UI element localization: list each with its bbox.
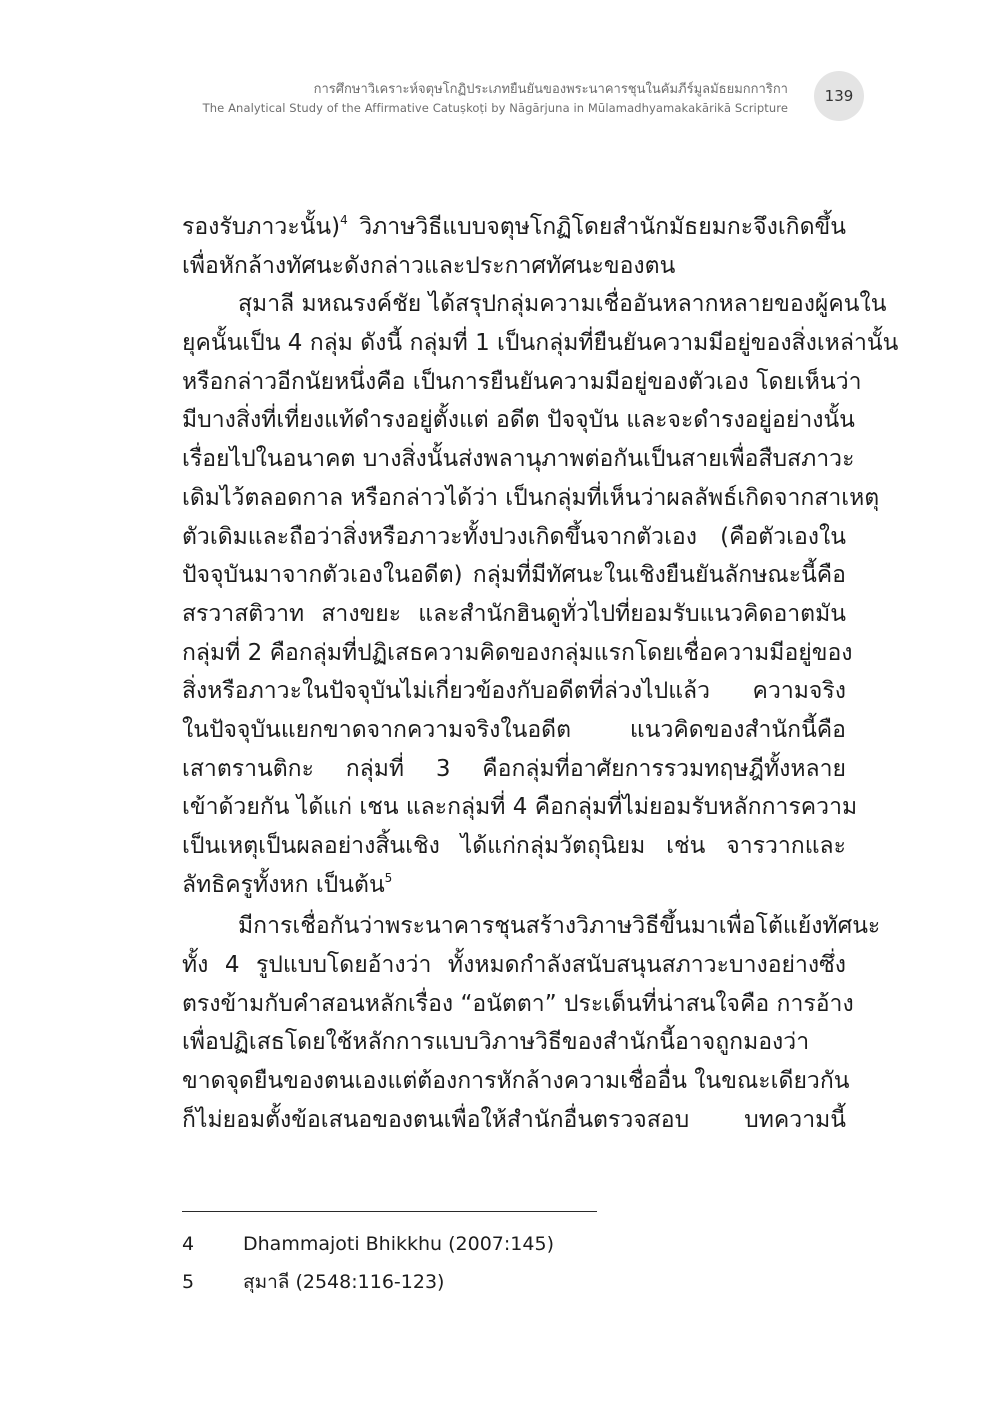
body-text: [182, 208, 899, 1140]
footnote-text: สุมาลี (2548:116-123): [243, 1271, 445, 1293]
body-line: เข้าด้วยกัน ได้แก่ เชน และกลุ่มที่ 4 คือกลุ่มที่ไม่ยอมรับหลักการความ: [182, 794, 858, 821]
body-line: ทั้ง 4 รูปแบบโดยอ้างว่า ทั้งหมดกำลังสนับสนุนสภาวะบางอย่างซึ่ง: [182, 952, 846, 979]
body-line: ตัวเดิมและถือว่าสิ่งหรือภาวะทั้งปวงเกิดขึ้นจากตัวเอง (คือตัวเองใน: [182, 523, 846, 550]
footnote-text: Dhammajoti Bhikkhu (2007:145): [243, 1233, 554, 1255]
body-line: ในปัจจุบันแยกขาดจากความจริงในอดีต แนวคิดของสำนักนี้คือ: [182, 716, 846, 743]
body-line: หรือกล่าวอีกนัยหนึ่งคือ เป็นการยืนยันความมีอยู่ของตัวเอง โดยเห็นว่า: [182, 368, 862, 395]
body-line: เรื่อยไปในอนาคต บางสิ่งนั้นส่งพลานุภาพต่อกันเป็นสายเพื่อสืบสภาวะ: [182, 446, 855, 473]
running-header: [203, 80, 788, 118]
body-line: เสาตรานติกะ กลุ่มที่ 3 คือกลุ่มที่อาศัยการรวมทฤษฎีทั้งหลาย: [182, 755, 846, 782]
body-line: ขาดจุดยืนของตนเองแต่ต้องการหักล้างความเชื่ออื่น ในขณะเดียวกัน: [182, 1068, 850, 1095]
body-line: ปัจจุบันมาจากตัวเองในอดีต) กลุ่มที่มีทัศนะในเชิงยืนยันลักษณะนี้คือ: [182, 562, 846, 589]
body-line: สิ่งหรือภาวะในปัจจุบันไม่เกี่ยวข้องกับอดีตที่ล่วงไปแล้ว ความจริง: [182, 678, 846, 705]
body-line: มีการเชื่อกันว่าพระนาคารชุนสร้างวิภาษวิธีขึ้นมาเพื่อโต้แย้งทัศนะ: [238, 913, 881, 940]
footnote-number: 5: [182, 1271, 195, 1293]
running-header-english: The Analytical Study of the Affirmative Catuṣkoṭi by Nāgārjuna in Mūlamadhyamakakārikā Scripture: [202, 101, 788, 115]
body-line: มีบางสิ่งที่เที่ยงแท้ดำรงอยู่ตั้งแต่ อดีต ปัจจุบัน และจะดำรงอยู่อย่างนั้น: [182, 407, 855, 434]
body-line: กลุ่มที่ 2 คือกลุ่มที่ปฏิเสธความคิดของกลุ่มแรกโดยเชื่อความมีอยู่ของ: [182, 639, 853, 666]
body-line: สรวาสติวาท สางขยะ และสำนักฮินดูทั่วไปที่ยอมรับแนวคิดอาตมัน: [182, 600, 846, 627]
footnote-number: 4: [182, 1233, 195, 1255]
body-line: ยุคนั้นเป็น 4 กลุ่ม ดังนี้ กลุ่มที่ 1 เป็นกลุ่มที่ยืนยันความมีอยู่ของสิ่งเหล่านั้น: [182, 330, 899, 357]
body-line: รองรับภาวะนั้น)$^4$ วิภาษวิธีแบบจตุษโกฏิโดยสำนักมัธยมกะจึงเกิดขึ้น: [182, 213, 846, 240]
running-header-thai: การศึกษาวิเคราะห์จตุษโกฏิประเภทยืนยันของพระนาคารชุนในคัมภีร์มูลมัธยมกการิกา: [313, 82, 788, 97]
body-line: เดิมไว้ตลอดกาล หรือกล่าวได้ว่า เป็นกลุ่มที่เห็นว่าผลลัพธ์เกิดจากสาเหตุ: [182, 484, 880, 511]
body-line: ก็ไม่ยอมตั้งข้อเสนอของตนเพื่อให้สำนักอื่นตรวจสอบ บทความนี้: [182, 1106, 846, 1133]
footnote-item: [182, 1229, 782, 1267]
body-line: เพื่อหักล้างทัศนะดังกล่าวและประกาศทัศนะของตน: [182, 252, 676, 279]
body-line: สุมาลี มหณรงค์ชัย ได้สรุปกลุ่มความเชื่ออันหลากหลายของผู้คนใน: [238, 291, 887, 318]
footnote-ref-5: 5: [384, 870, 393, 885]
page-number: 139: [814, 71, 864, 121]
body-line: เป็นเหตุเป็นผลอย่างสิ้นเชิง ได้แก่กลุ่มวัตถุนิยม เช่น จารวากและ: [182, 833, 846, 859]
footnote-item: [182, 1267, 782, 1305]
footnotes: [182, 1229, 782, 1305]
body-line: ลัทธิครูทั้งหก เป็นต้น$^5$: [182, 870, 393, 898]
body-line: ตรงข้ามกับคำสอนหลักเรื่อง “อนัตตา” ประเด็นที่น่าสนใจคือ การอ้าง: [182, 990, 854, 1017]
body-line: เพื่อปฏิเสธโดยใช้หลักการแบบวิภาษวิธีของสำนักนี้อาจถูกมองว่า: [182, 1029, 810, 1056]
footnote-separator: [182, 1211, 597, 1212]
footnote-ref-4: 4: [340, 213, 348, 227]
